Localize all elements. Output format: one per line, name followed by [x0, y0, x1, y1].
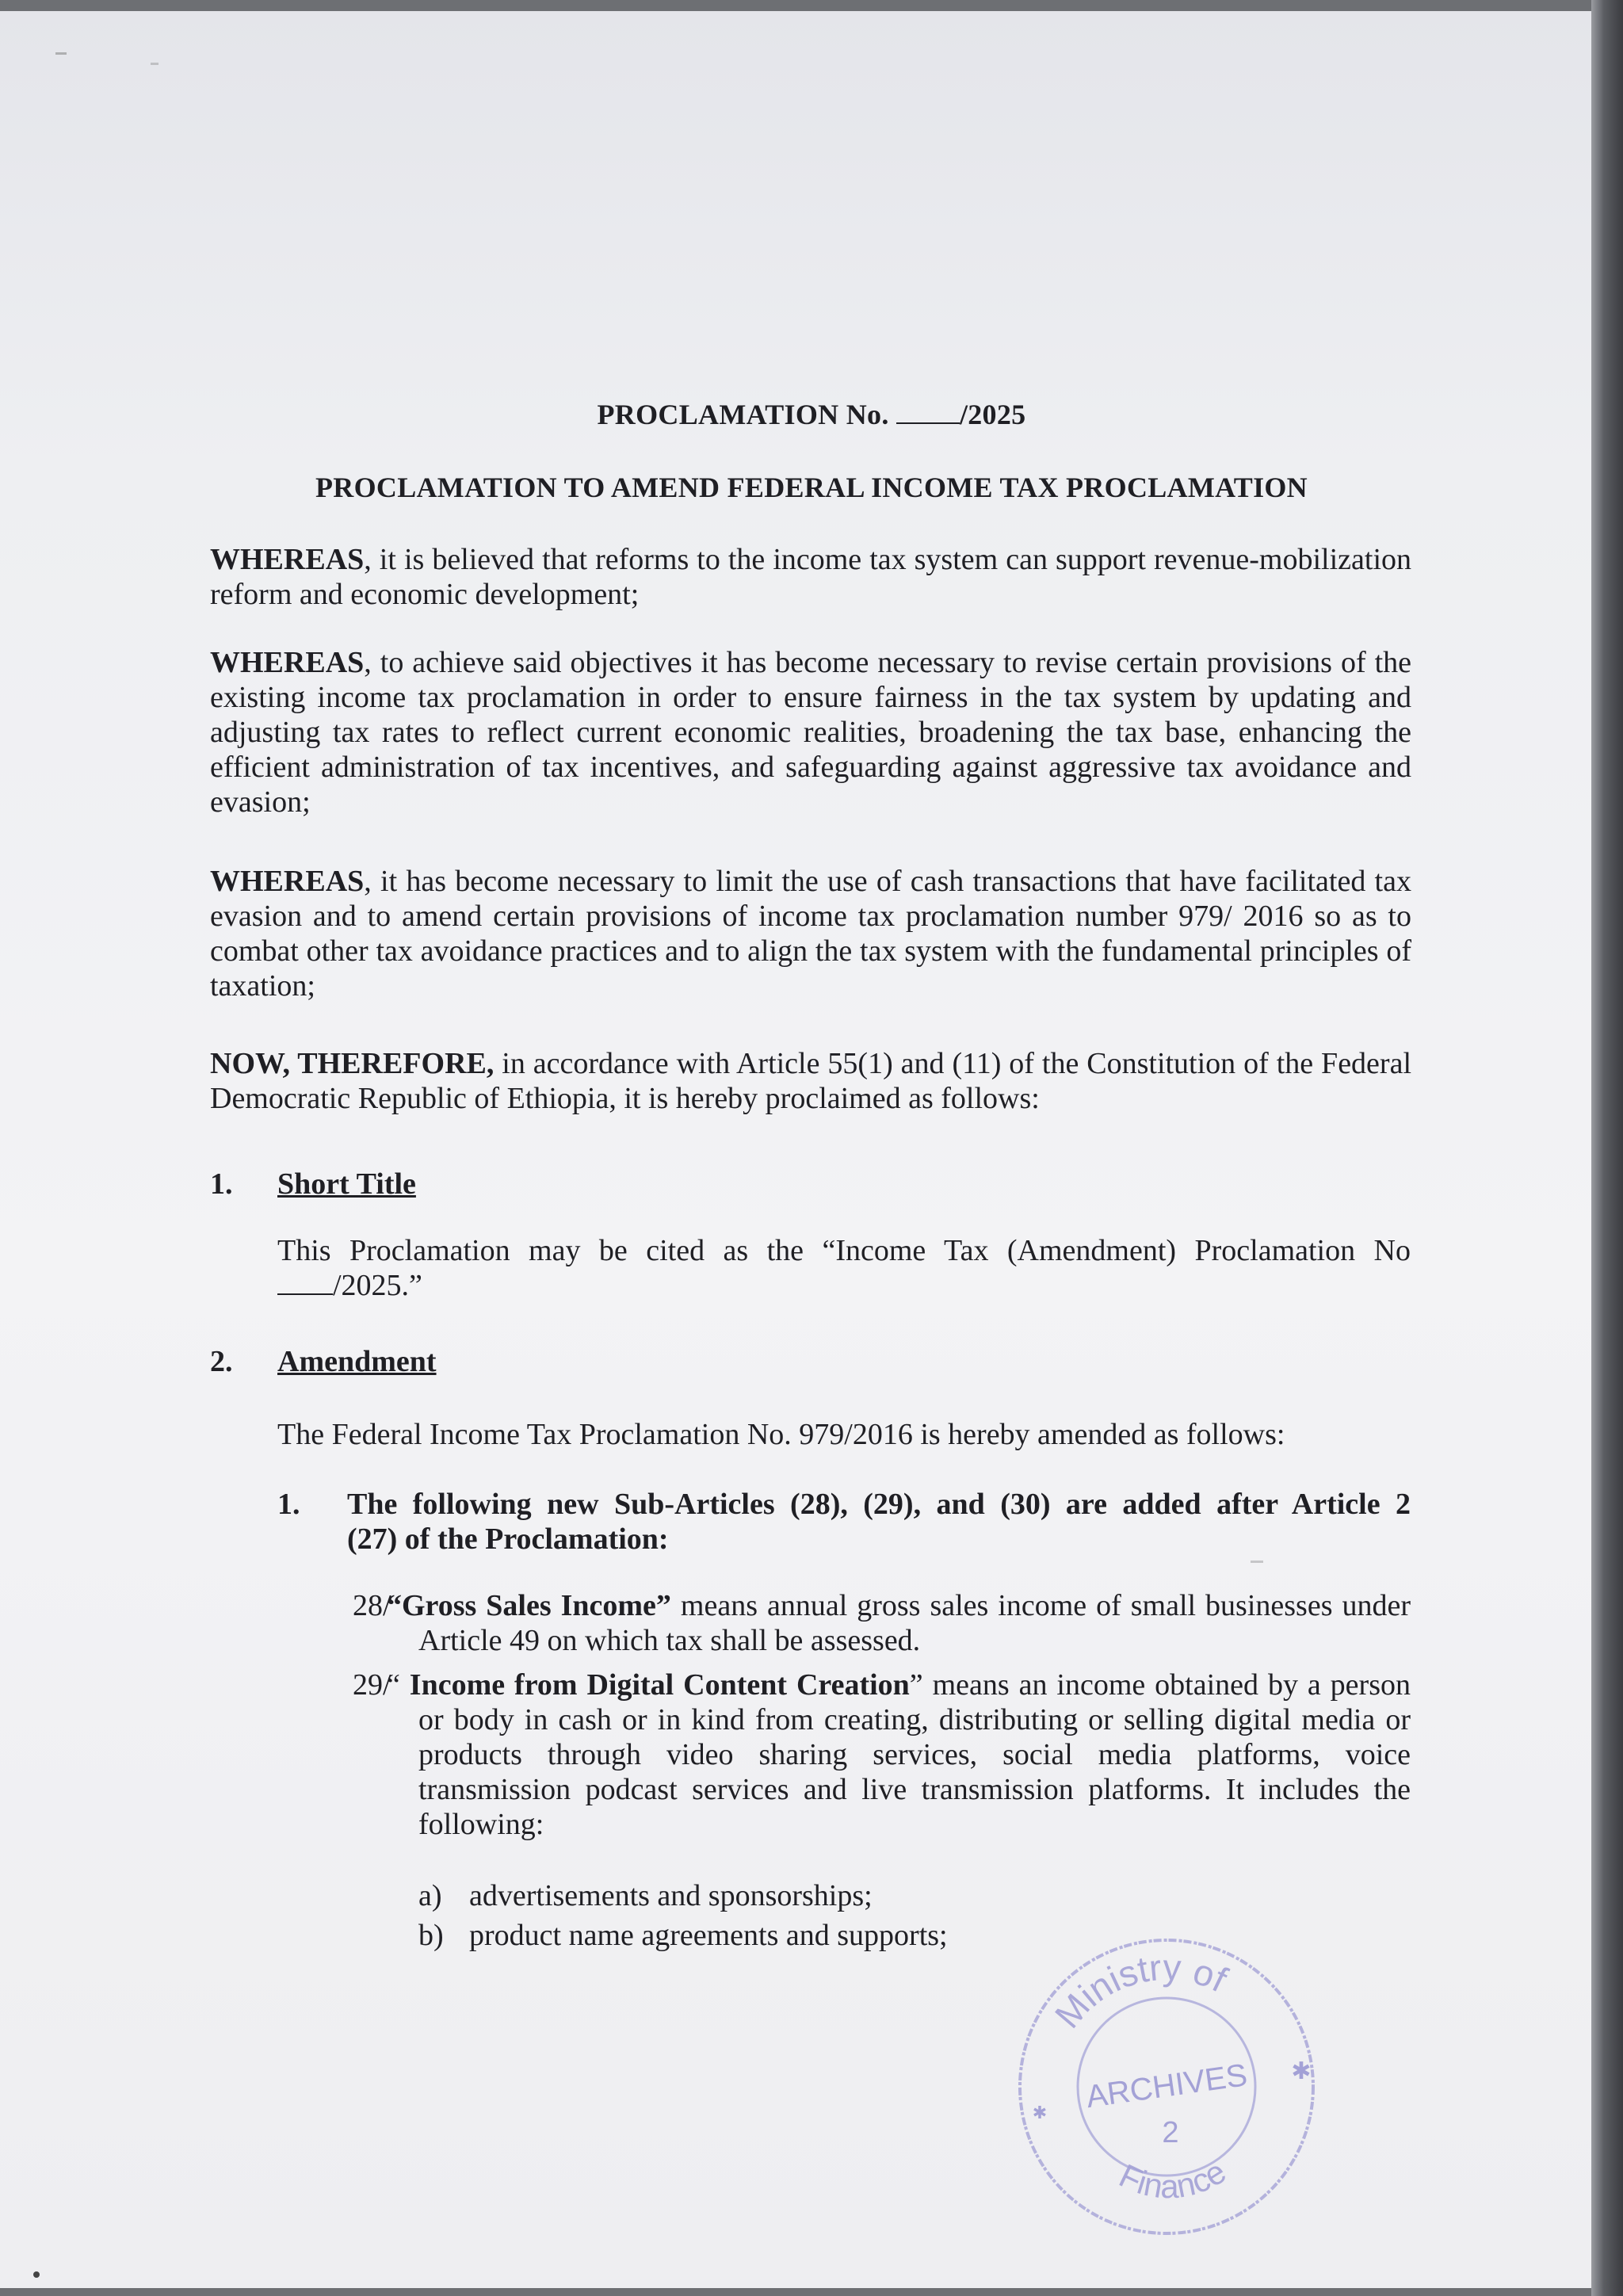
stamp-star-icon: ✱	[1032, 2103, 1048, 2122]
list-item-a-label: a)	[418, 1879, 442, 1912]
list-item-a-text: advertisements and sponsorships;	[469, 1879, 873, 1912]
proclamation-number-title: PROCLAMATION No. /2025	[597, 399, 1026, 430]
stamp-center-text: ARCHIVES	[1083, 2057, 1250, 2115]
proclamation-subtitle: PROCLAMATION TO AMEND FEDERAL INCOME TAX PROCLAMATION	[315, 472, 1308, 503]
section-2-intro: The Federal Income Tax Proclamation No. 979/2016 is hereby amended as follows:	[277, 1418, 1285, 1451]
scan-edge-shadow	[1591, 0, 1623, 2296]
definition-29: “ Income from Digital Content Creation” means an income obtained by a person or body in cash or in kind from creating, distributing or selling digital media or products through video sharing services, social media platforms, voice transmission podcast services and live transmission platforms. It includes the following:	[387, 1668, 1411, 1841]
now-therefore-paragraph: NOW, THEREFORE, in accordance with Article 55(1) and (11) of the Constitution of the Federal Democratic Republic of Ethiopia, it is hereby proclaimed as follows:	[210, 1047, 1412, 1115]
list-item-b-label: b)	[418, 1919, 444, 1952]
whereas-paragraph-2: WHEREAS, to achieve said objectives it has become necessary to revise certain provisions of the existing income tax proclamation in order to ensure fairness in the tax system by updating and adjusting tax rates to reflect current economic realities, broadening the tax base, enhancing the efficient administration of tax incentives, and safeguarding against aggressive tax avoidance and evasion;	[210, 646, 1411, 819]
definition-29-number: 29/	[353, 1668, 391, 1702]
section-2-number: 2.	[210, 1345, 233, 1378]
scan-specks	[0, 11, 1591, 2288]
document-page	[0, 11, 1591, 2288]
section-1-number: 1.	[210, 1167, 233, 1201]
amendment-item-1-number: 1.	[277, 1488, 300, 1521]
stamp-bottom-text: Finance	[1113, 2152, 1233, 2206]
stamp-number: 2	[1162, 2116, 1179, 2149]
stamp-top-text: Ministry of	[1046, 1946, 1234, 2036]
whereas-paragraph-1: WHEREAS, it is believed that reforms to the income tax system can support revenue-mobilization reform and economic development;	[210, 543, 1411, 611]
definition-28: “Gross Sales Income” means annual gross sales income of small businesses under Article 49 on which tax shall be assessed.	[387, 1589, 1411, 1657]
whereas-paragraph-3: WHEREAS, it has become necessary to limit the use of cash transactions that have facilitated tax evasion and to amend certain provisions of income tax proclamation number 979/ 2016 so as to combat other tax avoidance practices and to align the tax system with the fundamental principles of taxation;	[210, 865, 1411, 1003]
section-2-heading: Amendment	[277, 1345, 437, 1378]
definition-28-number: 28/	[353, 1589, 391, 1622]
list-item-b-text: product name agreements and supports;	[469, 1919, 948, 1952]
amendment-item-1-text: The following new Sub-Articles (28), (29), and (30) are added after Article 2 (27) of the Proclamation:	[347, 1488, 1411, 1556]
stamp-star-icon: ✱	[1291, 2058, 1312, 2084]
section-1-heading: Short Title	[277, 1167, 416, 1201]
section-1-body: This Proclamation may be cited as the “Income Tax (Amendment) Proclamation No /2025.”	[277, 1234, 1411, 1302]
